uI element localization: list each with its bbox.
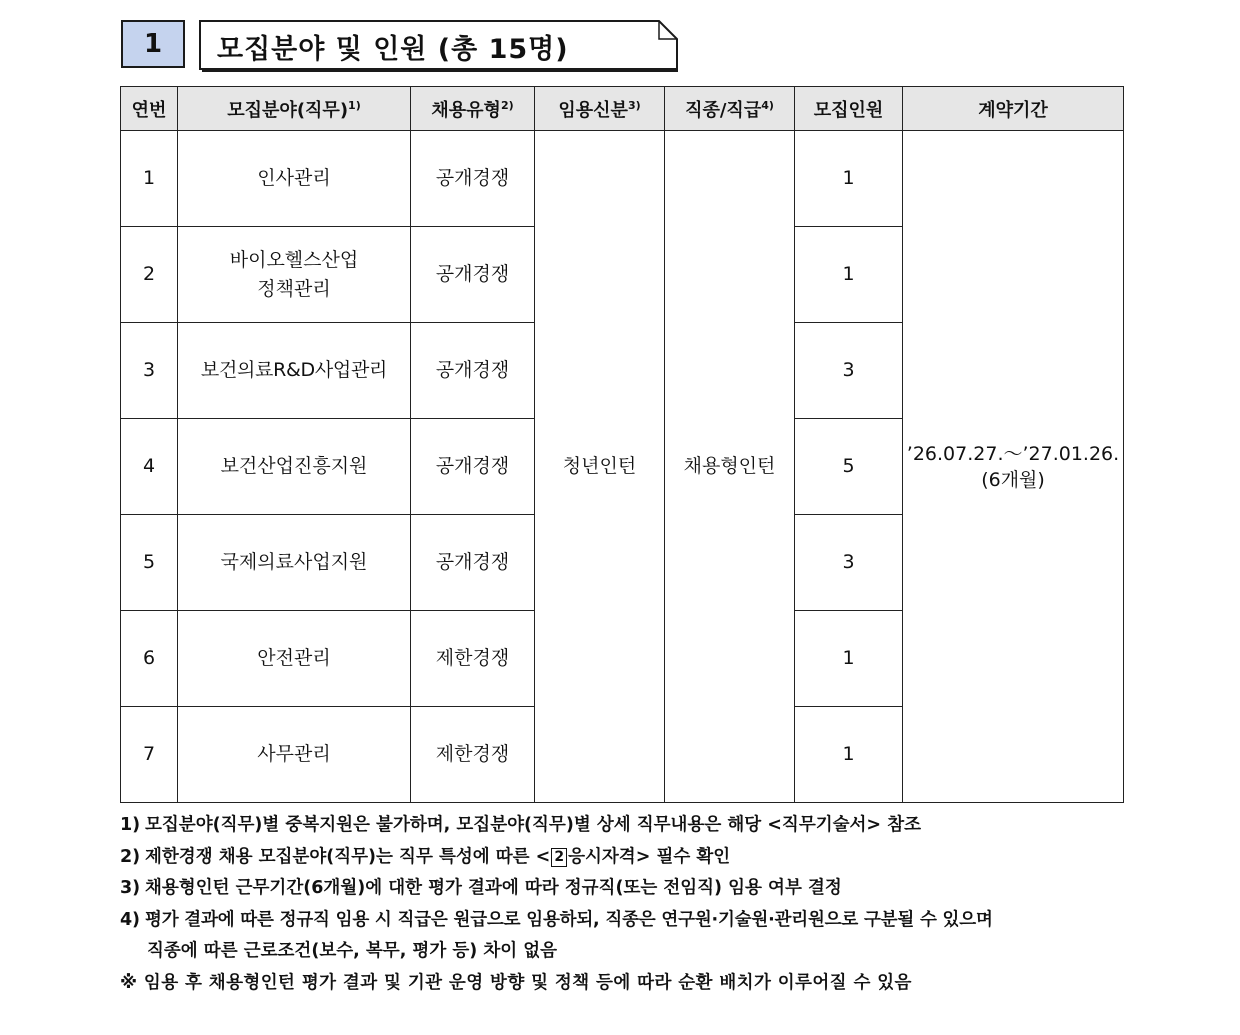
period-cell bbox=[903, 131, 1124, 803]
row-count: 3 bbox=[795, 323, 903, 419]
header-field: 모집분야(직무)$^{1)}$ bbox=[178, 87, 411, 131]
period-dates: ’26.07.27.～’27.01.26. bbox=[906, 442, 1120, 465]
remark: ※ 임용 후 채용형인턴 평가 결과 및 기관 운영 방향 및 정책 등에 따라 순환 배치가 이루어질 수 있음 bbox=[120, 972, 912, 993]
header-no: 연번 bbox=[121, 87, 178, 131]
job-class-cell: 채용형인턴 bbox=[665, 131, 795, 803]
footnotes bbox=[120, 810, 1150, 1000]
row-count: 1 bbox=[795, 227, 903, 323]
footnote: 3) 채용형인턴 근무기간(6개월)에 대한 평가 결과에 따라 정규직(또는 전임직) 임용 여부 결정 bbox=[120, 878, 842, 899]
footnote-continuation: 직종에 따른 근로조건(보수, 복무, 평가 등) 차이 없음 bbox=[147, 941, 558, 962]
row-type: 제한경쟁 bbox=[411, 707, 535, 803]
row-field: 인사관리 bbox=[178, 131, 411, 227]
section-title: 모집분야 및 인원 (총 15명) bbox=[217, 34, 569, 65]
row-field: 안전관리 bbox=[178, 611, 411, 707]
row-count: 5 bbox=[795, 419, 903, 515]
row-field bbox=[178, 227, 411, 323]
row-field-line: 바이오헬스산업 bbox=[229, 248, 359, 271]
row-no: 6 bbox=[121, 611, 178, 707]
row-count: 3 bbox=[795, 515, 903, 611]
footnote: 1) 모집분야(직무)별 중복지원은 불가하며, 모집분야(직무)별 상세 직무내용은 해당 <직무기술서> 참조 bbox=[120, 815, 921, 835]
row-no: 5 bbox=[121, 515, 178, 611]
row-count: 1 bbox=[795, 611, 903, 707]
header-status: 임용신분$^{3)}$ bbox=[535, 87, 665, 131]
row-no: 1 bbox=[121, 131, 178, 227]
header-count: 모집인원 bbox=[795, 87, 903, 131]
recruitment-table bbox=[120, 86, 1124, 803]
row-type: 공개경쟁 bbox=[411, 323, 535, 419]
footnote: 2) 제한경쟁 채용 모집분야(직무)는 직무 특성에 따른 < 2 응시자격> 필수 확인 bbox=[120, 846, 731, 867]
footnote: 4) 평가 결과에 따른 정규직 임용 시 직급은 원급으로 임용하되, 직종은 연구원·기술원·관리원으로 구분될 수 있으며 bbox=[120, 909, 993, 930]
row-no: 7 bbox=[121, 707, 178, 803]
row-field: 보건의료R&D사업관리 bbox=[178, 323, 411, 419]
header-period: 계약기간 bbox=[903, 87, 1124, 131]
section-number: 1 bbox=[121, 20, 185, 68]
row-no: 3 bbox=[121, 323, 178, 419]
row-field-line: 정책관리 bbox=[257, 277, 331, 300]
header-job-class: 직종/직급$^{4)}$ bbox=[665, 87, 795, 131]
row-count: 1 bbox=[795, 707, 903, 803]
row-no: 2 bbox=[121, 227, 178, 323]
header-type: 채용유형$^{2)}$ bbox=[411, 87, 535, 131]
row-field: 보건산업진흥지원 bbox=[178, 419, 411, 515]
status-cell: 청년인턴 bbox=[535, 131, 665, 803]
boxed-number: 2 bbox=[551, 848, 567, 867]
row-type: 공개경쟁 bbox=[411, 131, 535, 227]
row-type: 공개경쟁 bbox=[411, 227, 535, 323]
row-no: 4 bbox=[121, 419, 178, 515]
table-row bbox=[121, 131, 1124, 227]
row-count: 1 bbox=[795, 131, 903, 227]
row-type: 공개경쟁 bbox=[411, 419, 535, 515]
section-title-box bbox=[197, 17, 679, 72]
row-type: 제한경쟁 bbox=[411, 611, 535, 707]
period-duration: (6개월) bbox=[981, 468, 1045, 491]
row-type: 공개경쟁 bbox=[411, 515, 535, 611]
table-header-row bbox=[121, 87, 1124, 131]
row-field: 사무관리 bbox=[178, 707, 411, 803]
row-field: 국제의료사업지원 bbox=[178, 515, 411, 611]
